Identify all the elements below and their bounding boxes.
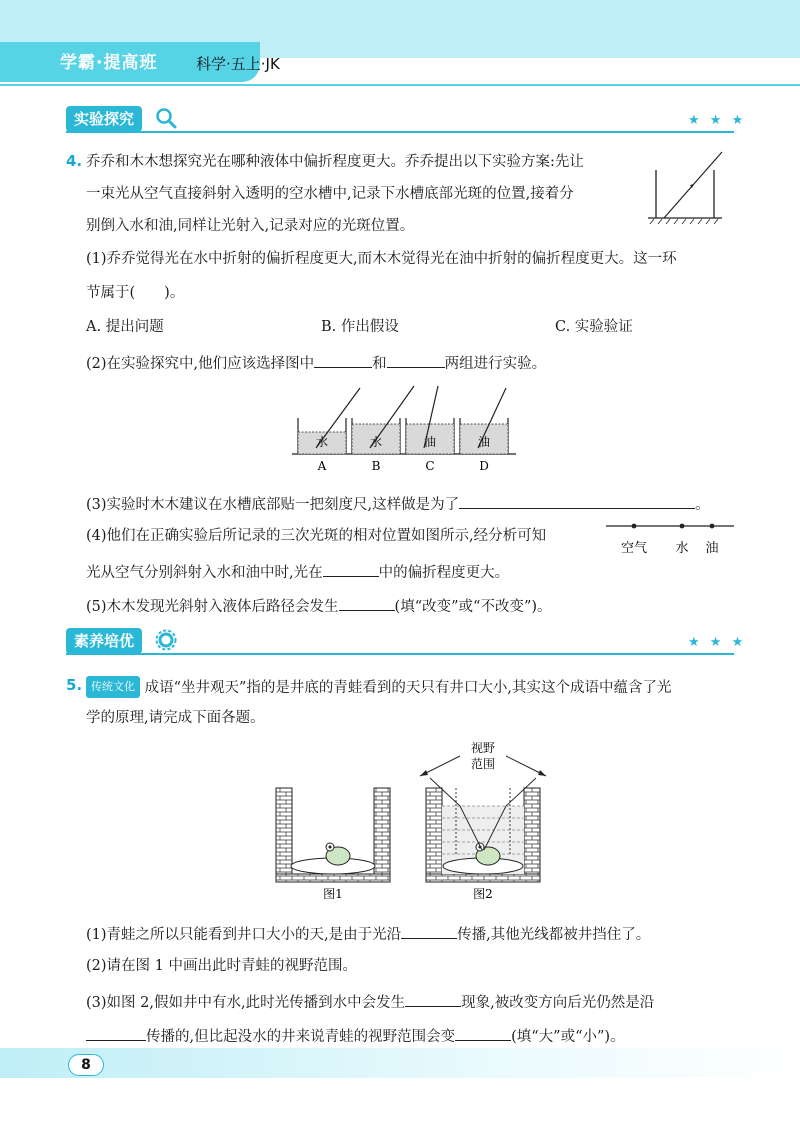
- q5-intro-line2: 学的原理,请完成下面各题。: [86, 710, 265, 726]
- spot-label: 空气: [620, 541, 648, 556]
- q5-part3-text-b: 现象,被改变方向后光仍然是沿: [461, 995, 655, 1011]
- q5-part3-line1: [86, 990, 654, 1013]
- q4-part1-line1: (1)乔乔觉得光在水中折射的偏折程度更大,而木木觉得光在油中折射的偏折程度更大。这一环: [86, 251, 677, 267]
- q4-part4-line1: (4)他们在正确实验后所记录的三次光斑的相对位置如图所示,经分析可知: [86, 528, 547, 544]
- q5-intro-line1: [86, 676, 672, 698]
- spot-label: 水: [675, 541, 689, 556]
- q5-part3-text-d: (填“大”或“小”)。: [511, 1029, 625, 1045]
- q4-part2-text-a: (2)在实验探究中,他们应该选择图中: [86, 356, 315, 372]
- answer-blank[interactable]: [314, 351, 372, 368]
- empty-tank-diagram: [642, 148, 738, 226]
- answer-blank[interactable]: [405, 990, 461, 1007]
- header-rule: [0, 84, 800, 86]
- view-range-label-top: 视野: [470, 741, 496, 755]
- q5-part3-line2: [86, 1024, 625, 1047]
- gear-icon: [154, 628, 178, 652]
- q5-part1-text-b: 传播,其他光线都被井挡住了。: [457, 927, 651, 943]
- q4-part4-text-a: 光从空气分别斜射入水和油中时,光在: [86, 565, 323, 581]
- view-range-label-bottom: 范围: [470, 757, 496, 771]
- footer-band: [0, 1048, 800, 1078]
- answer-blank[interactable]: [401, 922, 457, 939]
- spot-label: 油: [705, 541, 719, 556]
- q5-part3-text-a: (3)如图 2,假如井中有水,此时光传播到水中会发生: [86, 995, 406, 1011]
- section-rule: [66, 653, 734, 655]
- q5-part1: [86, 922, 650, 945]
- tank-label: A: [317, 459, 327, 473]
- option-a[interactable]: A. 提出问题: [86, 319, 164, 335]
- four-tanks-diagram: [288, 380, 520, 476]
- light-spot-diagram: [604, 518, 736, 562]
- q4-part5-text-a: (5)木木发现光斜射入液体后路径会发生: [86, 599, 339, 615]
- tank-label: C: [425, 459, 435, 473]
- q4-part3: [86, 492, 710, 515]
- brand-title: 学霸·提高班: [60, 53, 158, 73]
- frog-icon: [326, 843, 350, 865]
- answer-blank[interactable]: [86, 1024, 146, 1041]
- q5-part2: (2)请在图 1 中画出此时青蛙的视野范围。: [86, 958, 357, 974]
- answer-blank[interactable]: [455, 1024, 511, 1041]
- q4-part4-line2: [86, 560, 509, 583]
- q4-intro-line1: 乔乔和木木想探究光在哪种液体中偏折程度更大。乔乔提出以下实验方案:先让: [86, 154, 584, 170]
- section-rule: [66, 131, 734, 133]
- question-number: 4.: [66, 152, 83, 170]
- figure-caption: 图1: [323, 887, 343, 901]
- q4-intro-line2: 一束光从空气直接斜射入透明的空水槽中,记录下水槽底部光斑的位置,接着分: [86, 186, 574, 202]
- q4-part5-text-b: (填“改变”或“不改变”)。: [394, 599, 552, 615]
- answer-blank[interactable]: [459, 492, 695, 509]
- section-title-experiment: 实验探究: [66, 106, 142, 132]
- subject-title: 科学·五上·JK: [196, 55, 280, 73]
- tank-label: B: [371, 459, 381, 473]
- answer-blank[interactable]: [387, 351, 445, 368]
- tank-liquid-label: 油: [423, 435, 437, 449]
- difficulty-stars: ★ ★ ★: [688, 113, 747, 128]
- q4-part2-text-c: 两组进行实验。: [444, 356, 547, 372]
- q4-intro-line3: 别倒入水和油,同样让光射入,记录对应的光斑位置。: [86, 218, 415, 234]
- q4-part3-end: 。: [695, 497, 710, 513]
- q4-part5: [86, 594, 552, 617]
- q4-part4-text-b: 中的偏折程度更大。: [378, 565, 510, 581]
- q5-part1-text-a: (1)青蛙之所以只能看到井口大小的天,是由于光沿: [86, 927, 402, 943]
- tank-liquid-label: 水: [369, 435, 383, 449]
- section-title-enrichment: 素养培优: [66, 628, 142, 654]
- tank-liquid-label: 水: [315, 435, 329, 449]
- figure-caption: 图2: [473, 887, 493, 901]
- traditional-culture-badge: 传统文化: [86, 676, 140, 698]
- tank-liquid-label: 油: [477, 435, 491, 449]
- page-number: 8: [68, 1054, 104, 1076]
- frog-well-diagram: [270, 736, 562, 902]
- question-number: 5.: [66, 676, 83, 694]
- q4-part3-text: (3)实验时木木建议在水槽底部贴一把刻度尺,这样做是为了: [86, 497, 460, 513]
- tank-label: D: [479, 459, 489, 473]
- q4-part1-line2: 节属于( )。: [86, 285, 185, 301]
- q4-part2: [86, 351, 546, 374]
- q5-part3-text-c: 传播的,但比起没水的井来说青蛙的视野范围会变: [146, 1029, 456, 1045]
- answer-blank[interactable]: [339, 594, 395, 611]
- option-c[interactable]: C. 实验验证: [555, 319, 633, 335]
- difficulty-stars: ★ ★ ★: [688, 635, 747, 650]
- answer-blank[interactable]: [323, 560, 379, 577]
- q4-part2-text-b: 和: [372, 356, 387, 372]
- magnifier-icon: [154, 106, 178, 130]
- option-b[interactable]: B. 作出假设: [321, 319, 399, 335]
- q5-intro-text: 成语“坐井观天”指的是井底的青蛙看到的天只有井口大小,其实这个成语中蕴含了光: [144, 680, 672, 696]
